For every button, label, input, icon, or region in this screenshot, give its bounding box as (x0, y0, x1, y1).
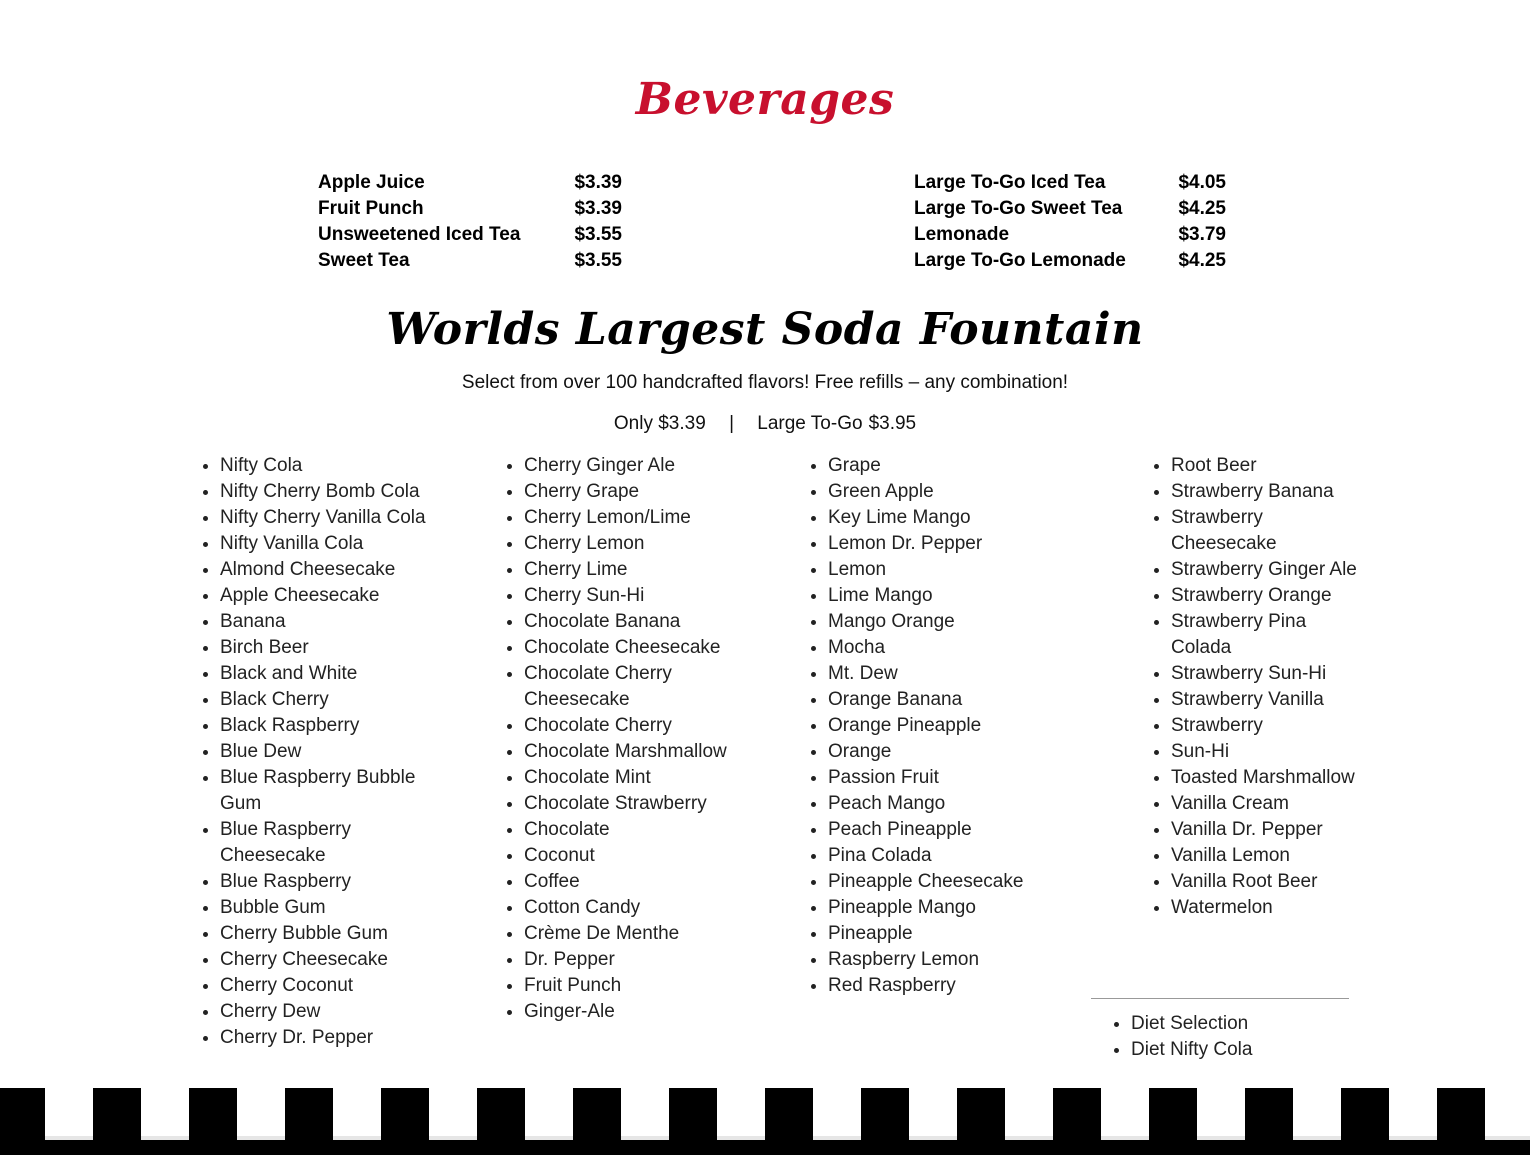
checker-strip (1005, 1136, 1053, 1140)
checker-square (477, 1088, 525, 1138)
checker-strip (909, 1136, 957, 1140)
price-separator: | (729, 413, 734, 434)
flavor-item: • Nifty Cherry Bomb Cola (220, 479, 460, 505)
flavor-item: • Passion Fruit (828, 765, 1078, 791)
checker-strip (621, 1136, 669, 1140)
diet-flavor-item: • Diet Nifty Cola (1131, 1037, 1371, 1063)
flavor-item: • Cherry Sun-Hi (524, 583, 774, 609)
flavor-item: • Pina Colada (828, 843, 1078, 869)
beverage-row (914, 170, 1226, 196)
flavor-item: • Black and White (220, 661, 460, 687)
soda-fountain-pricing (0, 413, 1530, 435)
flavor-item: • Apple Cheesecake (220, 583, 460, 609)
flavor-item: • Pineapple (828, 921, 1078, 947)
flavor-item: • Chocolate Strawberry (524, 791, 774, 817)
flavor-item: • Strawberry Pina Colada (1171, 609, 1371, 661)
diet-flavor-list (1109, 1011, 1371, 1063)
flavor-item: • Nifty Vanilla Cola (220, 531, 460, 557)
flavor-item: • Blue Raspberry (220, 869, 460, 895)
flavor-list-column-1 (198, 453, 460, 1051)
checker-strip (45, 1136, 93, 1140)
checker-square (381, 1088, 429, 1138)
flavor-list-column-2 (502, 453, 774, 1025)
beverages-price-list-left (318, 170, 622, 274)
flavor-item: • Cherry Coconut (220, 973, 460, 999)
flavor-item: • Peach Mango (828, 791, 1078, 817)
flavor-item: • Strawberry Vanilla (1171, 687, 1371, 713)
flavor-item: • Strawberry Banana (1171, 479, 1371, 505)
flavor-item: • Red Raspberry (828, 973, 1078, 999)
flavor-item: • Toasted Marshmallow (1171, 765, 1371, 791)
flavor-item: • Strawberry Cheesecake (1171, 505, 1371, 557)
beverages-price-list-right (914, 170, 1226, 274)
beverage-price: $3.55 (574, 224, 622, 245)
flavor-item: • Lemon (828, 557, 1078, 583)
flavor-item: • Root Beer (1171, 453, 1371, 479)
beverage-price: $3.79 (1178, 224, 1226, 245)
flavor-item: • Cherry Dr. Pepper (220, 1025, 460, 1051)
beverage-row (914, 222, 1226, 248)
flavor-item: • Blue Raspberry Bubble Gum (220, 765, 460, 817)
flavor-item: • Cherry Lime (524, 557, 774, 583)
beverage-row (318, 248, 622, 274)
flavor-item: • Cotton Candy (524, 895, 774, 921)
checker-strip (1293, 1136, 1341, 1140)
flavor-list-column-4 (1149, 453, 1371, 921)
beverage-name: Large To-Go Sweet Tea (914, 198, 1123, 219)
soda-price-large-label: Large To-Go (757, 413, 863, 434)
flavor-item: • Vanilla Lemon (1171, 843, 1371, 869)
flavor-item: • Cherry Dew (220, 999, 460, 1025)
flavor-item: • Cherry Lemon (524, 531, 774, 557)
beverage-price: $3.55 (574, 250, 622, 271)
beverage-row (914, 196, 1226, 222)
flavor-item: • Vanilla Cream (1171, 791, 1371, 817)
checker-square (285, 1088, 333, 1138)
soda-fountain-subtitle: Select from over 100 handcrafted flavors! Free refills – any combination! (461, 372, 1069, 393)
flavor-item: • Fruit Punch (524, 973, 774, 999)
checker-square (957, 1088, 1005, 1138)
flavor-item: • Mt. Dew (828, 661, 1078, 687)
beverage-price: $4.25 (1178, 198, 1226, 219)
flavor-item: • Mocha (828, 635, 1078, 661)
flavor-item: • Lime Mango (828, 583, 1078, 609)
beverages-title: Beverages (635, 74, 895, 125)
flavor-item: • Strawberry Sun-Hi (1171, 661, 1371, 687)
flavor-item: • Nifty Cola (220, 453, 460, 479)
checker-square (765, 1088, 813, 1138)
flavor-item: • Key Lime Mango (828, 505, 1078, 531)
checker-strip (429, 1136, 477, 1140)
flavor-item: • Pineapple Cheesecake (828, 869, 1078, 895)
flavor-item: • Strawberry Orange (1171, 583, 1371, 609)
checker-strip (1197, 1136, 1245, 1140)
flavor-item: • Chocolate Marshmallow (524, 739, 774, 765)
soda-fountain-title: Worlds Largest Soda Fountain (386, 304, 1144, 355)
flavor-item: • Green Apple (828, 479, 1078, 505)
beverage-price: $3.39 (574, 198, 622, 219)
beverage-row (914, 248, 1226, 274)
flavor-item: • Birch Beer (220, 635, 460, 661)
flavor-item: • Lemon Dr. Pepper (828, 531, 1078, 557)
flavor-item: • Banana (220, 609, 460, 635)
checker-strip (1485, 1136, 1530, 1140)
flavor-item: • Strawberry (1171, 713, 1371, 739)
checker-square (189, 1088, 237, 1138)
flavor-item: • Chocolate (524, 817, 774, 843)
checker-strip (525, 1136, 573, 1140)
beverage-name: Large To-Go Lemonade (914, 250, 1126, 271)
checker-strip (1101, 1136, 1149, 1140)
flavor-item: • Grape (828, 453, 1078, 479)
flavor-item: • Chocolate Cheesecake (524, 635, 774, 661)
beverage-row (318, 222, 622, 248)
beverage-price: $3.39 (574, 172, 622, 193)
checker-square (0, 1088, 45, 1138)
checker-strip (333, 1136, 381, 1140)
flavor-item: • Raspberry Lemon (828, 947, 1078, 973)
flavor-item: • Almond Cheesecake (220, 557, 460, 583)
soda-price-regular: Only $3.39 (613, 413, 706, 434)
diet-flavor-item: • Diet Selection (1131, 1011, 1371, 1037)
flavor-item: • Orange Banana (828, 687, 1078, 713)
flavor-item: • Nifty Cherry Vanilla Cola (220, 505, 460, 531)
checker-square (1437, 1088, 1485, 1138)
beverage-row (318, 170, 622, 196)
flavor-item: • Cherry Lemon/Lime (524, 505, 774, 531)
checker-square (1149, 1088, 1197, 1138)
flavor-item: • Orange Pineapple (828, 713, 1078, 739)
flavor-item: • Coconut (524, 843, 774, 869)
flavor-item: • Black Cherry (220, 687, 460, 713)
checker-square (1341, 1088, 1389, 1138)
checker-square (93, 1088, 141, 1138)
checker-strip (813, 1136, 861, 1140)
checker-strip (237, 1136, 285, 1140)
flavor-item: • Bubble Gum (220, 895, 460, 921)
flavor-item: • Mango Orange (828, 609, 1078, 635)
flavor-item: • Cherry Ginger Ale (524, 453, 774, 479)
flavor-item: • Coffee (524, 869, 774, 895)
diet-divider (1091, 998, 1349, 999)
checkered-border (0, 1088, 1530, 1155)
flavor-item: • Watermelon (1171, 895, 1371, 921)
checker-square (1245, 1088, 1293, 1138)
checker-square (669, 1088, 717, 1138)
flavor-item: • Cherry Grape (524, 479, 774, 505)
checker-square (573, 1088, 621, 1138)
beverage-name: Apple Juice (318, 172, 425, 193)
flavor-item: • Strawberry Ginger Ale (1171, 557, 1371, 583)
beverage-name: Large To-Go Iced Tea (914, 172, 1106, 193)
flavor-item: • Pineapple Mango (828, 895, 1078, 921)
checker-square (1053, 1088, 1101, 1138)
flavor-item: • Blue Dew (220, 739, 460, 765)
beverage-price: $4.05 (1178, 172, 1226, 193)
flavor-item: • Cherry Bubble Gum (220, 921, 460, 947)
flavor-item: • Chocolate Banana (524, 609, 774, 635)
flavor-item: • Vanilla Dr. Pepper (1171, 817, 1371, 843)
flavor-item: • Cherry Cheesecake (220, 947, 460, 973)
flavor-item: • Chocolate Cherry (524, 713, 774, 739)
beverage-price: $4.25 (1178, 250, 1226, 271)
flavor-item: • Black Raspberry (220, 713, 460, 739)
flavor-item: • Orange (828, 739, 1078, 765)
beverage-name: Lemonade (914, 224, 1010, 245)
flavor-item: • Peach Pineapple (828, 817, 1078, 843)
checker-strip (141, 1136, 189, 1140)
flavor-item: • Crème De Menthe (524, 921, 774, 947)
soda-price-large: $3.95 (868, 413, 917, 434)
flavor-item: • Dr. Pepper (524, 947, 774, 973)
beverage-row (318, 196, 622, 222)
flavor-item: • Ginger-Ale (524, 999, 774, 1025)
checker-strip (717, 1136, 765, 1140)
flavor-list-column-3 (806, 453, 1078, 999)
beverage-name: Fruit Punch (318, 198, 424, 219)
flavor-item: • Blue Raspberry Cheesecake (220, 817, 460, 869)
beverage-name: Unsweetened Iced Tea (318, 224, 521, 245)
checker-square (861, 1088, 909, 1138)
checker-strip (1389, 1136, 1437, 1140)
flavor-item: • Vanilla Root Beer (1171, 869, 1371, 895)
flavor-item: • Chocolate Mint (524, 765, 774, 791)
flavor-item: • Sun-Hi (1171, 739, 1371, 765)
beverage-name: Sweet Tea (318, 250, 410, 271)
flavor-item: • Chocolate Cherry Cheesecake (524, 661, 774, 713)
